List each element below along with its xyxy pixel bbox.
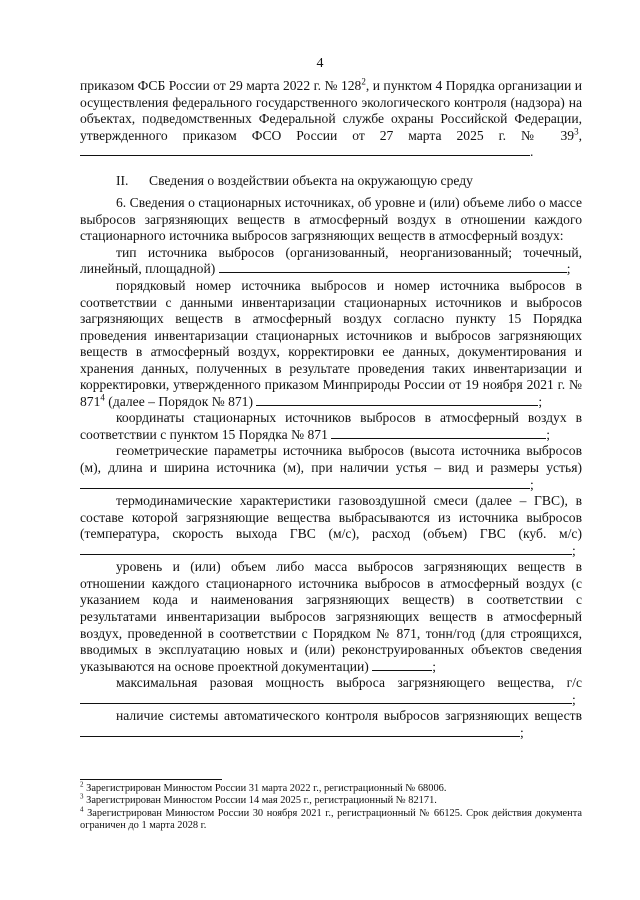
fill-line[interactable] <box>80 543 572 555</box>
field-label: тип источника выбросов (организованный, неорганизованный; точечный, линейный, площадной) <box>80 244 582 277</box>
footnote-ref-2: 2 <box>361 76 366 87</box>
footnote-rule <box>80 779 222 780</box>
intro-paragraph <box>80 78 582 161</box>
field-max-power <box>80 675 582 708</box>
fill-line[interactable] <box>80 725 520 737</box>
field-label: термодинамические характеристики газовоздушной смеси (далее – ГВС), в составе которой загрязняющие вещества выбрасываются из источника выбросов (температура, скорость выхода ГВС (м/с), расход (объем) ГВС (куб. м/с) <box>80 493 582 542</box>
paragraph-6: 6. Сведения о стационарных источниках, об уровне и (или) объеме либо о массе выбросов загрязняющих веществ в атмосферный воздух в отношении каждого стационарного источника выбросов загрязняющих веществ в атмосферный воздух: <box>80 195 582 244</box>
footnote-text: Зарегистрирован Минюстом России 14 мая 2025 г., регистрационный № 82171. <box>86 795 437 807</box>
field-label: координаты стационарных источников выбросов в атмосферный воздух в соответствии с пунктом 15 Порядка № 871 <box>80 410 582 442</box>
field-label: максимальная разовая мощность выброса загрязняющего вещества, г/с <box>116 675 582 691</box>
section-title: Сведения о воздействии объекта на окружающую среду <box>149 172 473 188</box>
field-label: геометрические параметры источника выбросов (высота источника выбросов (м), длина и ширина источника (м), при наличии устья – вид и размеры устья) <box>80 443 582 476</box>
field-end: ; <box>432 658 437 674</box>
footnotes <box>80 780 582 832</box>
field-end: ; <box>572 542 576 558</box>
field-end: ; <box>572 691 576 707</box>
field-end: ; <box>538 393 543 409</box>
intro-text-c: , <box>578 127 582 143</box>
footnote-num: 2 <box>80 780 84 789</box>
fill-line[interactable] <box>256 394 538 406</box>
fill-line[interactable] <box>80 477 530 489</box>
fill-line[interactable] <box>331 427 546 439</box>
field-end: ; <box>546 426 551 442</box>
fill-line[interactable] <box>80 144 530 156</box>
footnote-ref-4: 4 <box>100 392 105 403</box>
field-emission-level <box>80 559 582 675</box>
intro-text-b: , и пунктом 4 Порядка организации и осуществления федерального государственного экологического контроля (надзора) на объектах, подведомственных Федеральной службе охраны Российской Федерации, утвержденного приказом ФСО России от 27 марта 2025 г. № 39 <box>80 78 582 143</box>
footnote-num: 3 <box>80 792 84 801</box>
fill-line[interactable] <box>80 692 572 704</box>
intro-text-a: приказом ФСБ России от 29 марта 2022 г. № 128 <box>80 78 362 93</box>
footnote-4 <box>80 805 582 833</box>
field-end: ; <box>520 724 524 740</box>
field-label: уровень и (или) объем либо масса выбросов загрязняющих веществ в отношении каждого стационарного источника выбросов в атмосферный воздух (с указанием кода и наименования загрязняющих веществ) в соответствии с результатами инвентаризации выбросов загрязняющих веществ в атмосферный воздух, проведенной в соответствии с Порядком № 871, тонн/год (для строящихся, вводимых в эксплуатацию новых и (или) реконструированных объектов сведения указываются на основе проектной документации) <box>80 559 582 674</box>
section-numeral: II. <box>116 172 129 188</box>
footnote-ref-3: 3 <box>574 126 579 137</box>
field-source-type <box>80 245 582 278</box>
field-label: порядковый номер источника выбросов и номер источника выбросов в соответствии с данными инвентаризации стационарных источников и выбросов загрязняющих веществ в атмосферный воздух согласно пункту 15 Порядка проведения инвентаризации стационарных источников и выбросов загрязняющих веществ в атмосферный воздух, корректировки ее данных, документирования и хранения данных, полученных в результате проведения таких инвентаризации и корректировки, утвержденного приказом Минприроды России от 19 ноября 2021 г. № 871 <box>80 278 582 409</box>
footnote-num: 4 <box>80 805 84 814</box>
footnote-2 <box>80 780 582 795</box>
field-label: наличие системы автоматического контроля выбросов загрязняющих веществ <box>116 708 582 724</box>
footnote-3 <box>80 792 582 807</box>
field-source-number <box>80 278 582 410</box>
field-auto-control <box>80 708 582 741</box>
field-label-cont: (далее – Порядок № 871) <box>104 393 253 409</box>
field-geometry <box>80 443 582 493</box>
intro-end: . <box>530 144 534 160</box>
field-end: ; <box>566 261 571 277</box>
page-number: 4 <box>316 56 324 71</box>
field-thermodynamics <box>80 493 582 559</box>
field-coordinates <box>80 410 582 443</box>
fill-line[interactable] <box>219 261 567 273</box>
footnote-text: Зарегистрирован Минюстом России 31 марта 2022 г., регистрационный № 68006. <box>86 783 447 794</box>
section-heading <box>80 173 582 190</box>
field-end: ; <box>530 476 534 492</box>
fill-line[interactable] <box>372 659 432 671</box>
document-body <box>80 78 582 741</box>
footnote-text: Зарегистрирован Минюстом России 30 ноября 2021 г., регистрационный № 66125. Срок действия документа ограничен до 1 марта 2028 г. <box>80 807 582 831</box>
